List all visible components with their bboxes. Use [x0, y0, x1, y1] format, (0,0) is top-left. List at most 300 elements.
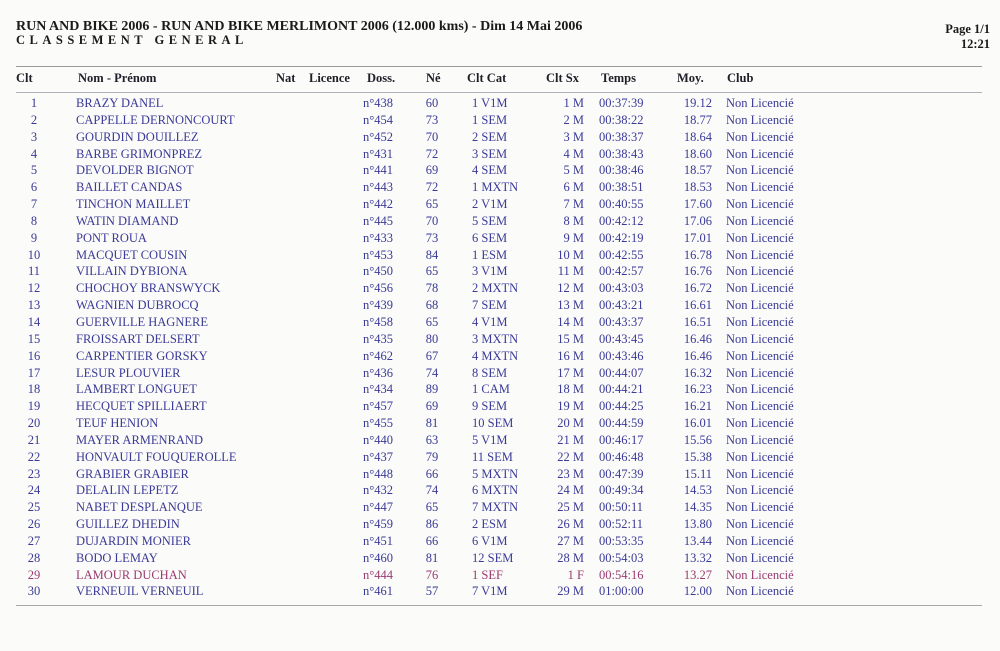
- cell-moy: 16.46: [683, 348, 712, 363]
- cell-nom: VERNEUIL VERNEUIL: [76, 584, 204, 599]
- cell-temps: 00:44:07: [599, 365, 644, 380]
- table-row: [0, 129, 1000, 146]
- cell-sx: 29 M: [557, 584, 584, 599]
- table-row: [0, 398, 1000, 415]
- cell-nom: GUERVILLE HAGNERE: [76, 314, 208, 329]
- cell-cat: 4 SEM: [472, 163, 508, 178]
- document-subtitle: CLASSEMENT GENERAL: [16, 33, 248, 47]
- cell-nom: BODO LEMAY: [76, 550, 158, 565]
- cell-club: Non Licencié: [726, 584, 794, 599]
- cell-moy: 15.11: [684, 466, 712, 481]
- cell-temps: 00:46:17: [599, 432, 644, 447]
- cell-clt: 10: [27, 247, 41, 262]
- cell-doss: n°435: [363, 331, 393, 346]
- table-row: [0, 162, 1000, 179]
- cell-moy: 14.35: [683, 500, 712, 515]
- cell-moy: 19.12: [683, 96, 712, 110]
- cell-club: Non Licencié: [726, 96, 794, 110]
- print-time: 12:21: [960, 37, 990, 51]
- cell-nom: MAYER ARMENRAND: [76, 432, 203, 447]
- cell-cat: 6 V1M: [472, 533, 508, 548]
- cell-moy: 18.77: [683, 112, 712, 127]
- cell-moy: 16.61: [683, 298, 712, 313]
- table-row: [0, 247, 1000, 264]
- cell-sx: 10 M: [557, 247, 584, 262]
- cell-temps: 00:42:55: [599, 247, 644, 262]
- cell-clt: 17: [27, 365, 41, 380]
- cell-temps: 01:00:00: [599, 584, 644, 599]
- column-header-nom: Nom - Prénom: [78, 71, 157, 85]
- cell-cat: 1 CAM: [472, 382, 510, 397]
- table-row: [0, 331, 1000, 348]
- header-divider: [16, 92, 982, 93]
- cell-nom: PONT ROUA: [76, 230, 147, 245]
- cell-sx: 1 F: [567, 567, 584, 582]
- cell-club: Non Licencié: [726, 331, 794, 346]
- cell-ne: 63: [425, 432, 439, 447]
- cell-cat: 9 SEM: [472, 399, 508, 414]
- cell-nom: HONVAULT FOUQUEROLLE: [76, 449, 237, 464]
- cell-clt: 27: [27, 533, 41, 548]
- cell-nom: WAGNIEN DUBROCQ: [76, 298, 199, 313]
- cell-sx: 21 M: [557, 432, 584, 447]
- cell-ne: 60: [425, 96, 439, 110]
- cell-temps: 00:46:48: [599, 449, 644, 464]
- cell-sx: 2 M: [563, 112, 584, 127]
- cell-clt: 6: [30, 180, 38, 195]
- cell-club: Non Licencié: [726, 146, 794, 161]
- cell-doss: n°456: [363, 281, 393, 296]
- cell-clt: 13: [27, 298, 41, 313]
- cell-doss: n°461: [363, 584, 393, 599]
- cell-moy: 18.53: [683, 180, 712, 195]
- cell-cat: 8 SEM: [472, 365, 508, 380]
- cell-sx: 4 M: [563, 146, 584, 161]
- cell-cat: 3 V1M: [472, 264, 508, 279]
- cell-sx: 23 M: [557, 466, 584, 481]
- table-row: [0, 415, 1000, 432]
- cell-clt: 22: [27, 449, 41, 464]
- cell-club: Non Licencié: [726, 348, 794, 363]
- column-header-doss: Doss.: [367, 71, 396, 85]
- column-header-temps: Temps: [601, 71, 636, 85]
- table-row: [0, 499, 1000, 516]
- cell-nom: TINCHON MAILLET: [76, 197, 191, 212]
- cell-clt: 2: [30, 112, 38, 127]
- cell-cat: 3 SEM: [472, 146, 508, 161]
- cell-sx: 5 M: [563, 163, 584, 178]
- cell-clt: 14: [27, 314, 41, 329]
- cell-moy: 13.32: [683, 550, 712, 565]
- cell-cat: 7 V1M: [472, 584, 508, 599]
- cell-ne: 80: [425, 331, 439, 346]
- cell-temps: 00:43:45: [599, 331, 644, 346]
- cell-cat: 7 SEM: [472, 298, 508, 313]
- bottom-divider: [16, 605, 982, 606]
- table-row: [0, 280, 1000, 297]
- cell-cat: 2 SEM: [472, 129, 508, 144]
- cell-moy: 18.60: [683, 146, 712, 161]
- cell-clt: 5: [30, 163, 38, 178]
- cell-ne: 76: [425, 567, 439, 582]
- table-row: [0, 533, 1000, 550]
- cell-sx: 20 M: [557, 416, 584, 431]
- cell-sx: 3 M: [563, 129, 584, 144]
- cell-ne: 79: [425, 449, 439, 464]
- cell-club: Non Licencié: [726, 567, 794, 582]
- table-row: [0, 263, 1000, 280]
- cell-ne: 84: [425, 247, 439, 262]
- cell-ne: 57: [425, 584, 439, 599]
- cell-temps: 00:47:39: [599, 466, 644, 481]
- cell-moy: 16.01: [683, 416, 712, 431]
- cell-ne: 66: [425, 466, 439, 481]
- cell-club: Non Licencié: [726, 281, 794, 296]
- cell-cat: 5 SEM: [472, 213, 508, 228]
- cell-ne: 65: [425, 314, 439, 329]
- cell-temps: 00:44:25: [599, 399, 644, 414]
- cell-ne: 81: [425, 416, 439, 431]
- cell-moy: 13.80: [683, 517, 712, 532]
- cell-cat: 4 MXTN: [472, 348, 519, 363]
- cell-sx: 28 M: [557, 550, 584, 565]
- cell-clt: 16: [27, 348, 41, 363]
- cell-clt: 15: [27, 331, 41, 346]
- cell-nom: GRABIER GRABIER: [76, 466, 189, 481]
- cell-cat: 1 ESM: [472, 247, 508, 262]
- column-header-sx: Clt Sx: [546, 71, 579, 85]
- cell-sx: 16 M: [557, 348, 584, 363]
- cell-moy: 18.64: [683, 129, 712, 144]
- cell-cat: 7 MXTN: [472, 500, 519, 515]
- cell-clt: 12: [27, 281, 41, 296]
- cell-club: Non Licencié: [726, 213, 794, 228]
- cell-nom: NABET DESPLANQUE: [76, 500, 203, 515]
- cell-ne: 70: [425, 129, 439, 144]
- cell-moy: 16.21: [683, 399, 712, 414]
- cell-doss: n°433: [363, 230, 393, 245]
- cell-ne: 65: [425, 197, 439, 212]
- cell-temps: 00:50:11: [599, 500, 643, 515]
- cell-doss: n°451: [363, 533, 393, 548]
- cell-club: Non Licencié: [726, 230, 794, 245]
- cell-club: Non Licencié: [726, 365, 794, 380]
- cell-nom: CHOCHOY BRANSWYCK: [76, 281, 221, 296]
- cell-nom: GUILLEZ DHEDIN: [76, 517, 180, 532]
- cell-nom: MACQUET COUSIN: [76, 247, 188, 262]
- cell-temps: 00:43:03: [599, 281, 644, 296]
- cell-temps: 00:54:03: [599, 550, 644, 565]
- cell-nom: WATIN DIAMAND: [76, 213, 179, 228]
- table-row: [0, 516, 1000, 533]
- table-row: [0, 112, 1000, 129]
- cell-club: Non Licencié: [726, 163, 794, 178]
- cell-cat: 2 V1M: [472, 197, 508, 212]
- cell-temps: 00:42:19: [599, 230, 644, 245]
- cell-ne: 81: [425, 550, 439, 565]
- column-header-licence: Licence: [309, 71, 350, 85]
- column-header-club: Club: [727, 71, 754, 85]
- cell-nom: TEUF HENION: [76, 416, 159, 431]
- cell-doss: n°443: [363, 180, 393, 195]
- cell-nom: LAMBERT LONGUET: [76, 382, 197, 397]
- page-number: Page 1/1: [945, 22, 990, 36]
- cell-sx: 9 M: [563, 230, 584, 245]
- cell-sx: 1 M: [563, 96, 584, 110]
- cell-nom: HECQUET SPILLIAERT: [76, 399, 207, 414]
- cell-doss: n°439: [363, 298, 393, 313]
- cell-moy: 16.72: [683, 281, 712, 296]
- cell-doss: n°450: [363, 264, 393, 279]
- cell-nom: GOURDIN DOUILLEZ: [76, 129, 199, 144]
- cell-temps: 00:40:55: [599, 197, 644, 212]
- cell-temps: 00:42:57: [599, 264, 644, 279]
- cell-temps: 00:38:46: [599, 163, 644, 178]
- cell-doss: n°437: [363, 449, 393, 464]
- cell-nom: LESUR PLOUVIER: [76, 365, 181, 380]
- cell-cat: 2 ESM: [472, 517, 508, 532]
- cell-doss: n°458: [363, 314, 393, 329]
- table-row: [0, 297, 1000, 314]
- cell-club: Non Licencié: [726, 180, 794, 195]
- cell-club: Non Licencié: [726, 399, 794, 414]
- cell-moy: 17.60: [683, 197, 712, 212]
- cell-ne: 89: [425, 382, 439, 397]
- cell-nom: FROISSART DELSERT: [76, 331, 200, 346]
- cell-cat: 11 SEM: [472, 449, 513, 464]
- cell-doss: n°447: [363, 500, 393, 515]
- cell-club: Non Licencié: [726, 112, 794, 127]
- cell-moy: 14.53: [683, 483, 712, 498]
- cell-ne: 74: [425, 483, 439, 498]
- cell-club: Non Licencié: [726, 483, 794, 498]
- cell-club: Non Licencié: [726, 533, 794, 548]
- cell-nom: BAILLET CANDAS: [76, 180, 183, 195]
- cell-clt: 28: [27, 550, 41, 565]
- cell-ne: 65: [425, 264, 439, 279]
- cell-clt: 7: [30, 197, 38, 212]
- cell-nom: CARPENTIER GORSKY: [76, 348, 208, 363]
- cell-ne: 67: [425, 348, 439, 363]
- cell-clt: 11: [27, 264, 41, 279]
- cell-moy: 12.00: [683, 584, 712, 599]
- cell-sx: 17 M: [557, 365, 584, 380]
- table-row: [0, 348, 1000, 365]
- cell-doss: n°452: [363, 129, 393, 144]
- results-table: [0, 95, 1000, 600]
- cell-moy: 15.56: [683, 432, 712, 447]
- cell-moy: 17.01: [683, 230, 712, 245]
- cell-moy: 16.32: [683, 365, 712, 380]
- cell-temps: 00:53:35: [599, 533, 644, 548]
- cell-club: Non Licencié: [726, 449, 794, 464]
- cell-sx: 13 M: [557, 298, 584, 313]
- cell-doss: n°455: [363, 416, 393, 431]
- cell-doss: n°462: [363, 348, 393, 363]
- cell-moy: 16.76: [683, 264, 712, 279]
- cell-clt: 18: [27, 382, 41, 397]
- table-row: [0, 314, 1000, 331]
- cell-ne: 66: [425, 533, 439, 548]
- table-row: [0, 179, 1000, 196]
- cell-temps: 00:38:51: [599, 180, 644, 195]
- document-title: RUN AND BIKE 2006 - RUN AND BIKE MERLIMONT 2006 (12.000 kms) - Dim 14 Mai 2006: [16, 19, 583, 34]
- cell-sx: 19 M: [557, 399, 584, 414]
- cell-clt: 30: [27, 584, 41, 599]
- cell-doss: n°448: [363, 466, 393, 481]
- cell-moy: 16.78: [683, 247, 712, 262]
- cell-sx: 7 M: [563, 197, 584, 212]
- cell-temps: 00:44:21: [599, 382, 644, 397]
- cell-temps: 00:42:12: [599, 213, 644, 228]
- cell-sx: 6 M: [563, 180, 584, 195]
- cell-clt: 26: [27, 517, 41, 532]
- cell-doss: n°442: [363, 197, 393, 212]
- cell-clt: 4: [30, 146, 38, 161]
- column-header-ne: Né: [426, 71, 441, 85]
- cell-temps: 00:38:22: [599, 112, 644, 127]
- table-row: [0, 550, 1000, 567]
- cell-ne: 74: [425, 365, 439, 380]
- cell-moy: 13.44: [683, 533, 712, 548]
- cell-nom: DEVOLDER BIGNOT: [76, 163, 194, 178]
- cell-doss: n°457: [363, 399, 393, 414]
- cell-doss: n°454: [363, 112, 393, 127]
- cell-ne: 73: [425, 230, 439, 245]
- cell-temps: 00:44:59: [599, 416, 644, 431]
- cell-doss: n°438: [363, 96, 393, 110]
- cell-nom: CAPPELLE DERNONCOURT: [76, 112, 235, 127]
- cell-doss: n°436: [363, 365, 393, 380]
- cell-sx: 11 M: [557, 264, 584, 279]
- table-row: [0, 196, 1000, 213]
- cell-clt: 20: [27, 416, 41, 431]
- cell-cat: 6 MXTN: [472, 483, 519, 498]
- table-row: [0, 230, 1000, 247]
- cell-temps: 00:38:43: [599, 146, 644, 161]
- cell-moy: 16.46: [683, 331, 712, 346]
- table-row: [0, 213, 1000, 230]
- cell-cat: 3 MXTN: [472, 331, 519, 346]
- cell-ne: 69: [425, 399, 439, 414]
- cell-doss: n°460: [363, 550, 393, 565]
- cell-doss: n°445: [363, 213, 393, 228]
- cell-moy: 16.51: [683, 314, 712, 329]
- cell-temps: 00:54:16: [599, 567, 644, 582]
- cell-cat: 1 SEF: [472, 567, 503, 582]
- cell-cat: 6 SEM: [472, 230, 508, 245]
- cell-temps: 00:49:34: [599, 483, 644, 498]
- cell-temps: 00:43:46: [599, 348, 644, 363]
- cell-nom: DUJARDIN MONIER: [76, 533, 191, 548]
- cell-clt: 24: [27, 483, 41, 498]
- cell-club: Non Licencié: [726, 129, 794, 144]
- cell-ne: 68: [425, 298, 439, 313]
- cell-nom: LAMOUR DUCHAN: [76, 567, 187, 582]
- cell-temps: 00:52:11: [599, 517, 643, 532]
- cell-nom: VILLAIN DYBIONA: [76, 264, 188, 279]
- cell-sx: 15 M: [557, 331, 584, 346]
- table-row: [0, 466, 1000, 483]
- cell-clt: 21: [27, 432, 41, 447]
- column-header-nat: Nat: [276, 71, 296, 85]
- cell-club: Non Licencié: [726, 314, 794, 329]
- cell-clt: 25: [27, 500, 41, 515]
- cell-cat: 1 V1M: [472, 96, 508, 110]
- cell-nom: BARBE GRIMONPREZ: [76, 146, 203, 161]
- cell-sx: 12 M: [557, 281, 584, 296]
- cell-doss: n°432: [363, 483, 393, 498]
- cell-club: Non Licencié: [726, 517, 794, 532]
- cell-nom: BRAZY DANEL: [76, 96, 164, 110]
- cell-cat: 5 V1M: [472, 432, 508, 447]
- cell-doss: n°431: [363, 146, 393, 161]
- table-row: [0, 432, 1000, 449]
- cell-club: Non Licencié: [726, 247, 794, 262]
- cell-ne: 70: [425, 213, 439, 228]
- cell-club: Non Licencié: [726, 382, 794, 397]
- cell-temps: 00:43:21: [599, 298, 644, 313]
- cell-moy: 16.23: [683, 382, 712, 397]
- cell-sx: 24 M: [557, 483, 584, 498]
- cell-club: Non Licencié: [726, 264, 794, 279]
- cell-ne: 65: [425, 500, 439, 515]
- cell-ne: 72: [425, 180, 439, 195]
- table-row: [0, 381, 1000, 398]
- cell-sx: 8 M: [563, 213, 584, 228]
- cell-cat: 10 SEM: [472, 416, 514, 431]
- cell-cat: 1 MXTN: [472, 180, 519, 195]
- cell-club: Non Licencié: [726, 298, 794, 313]
- column-header-clt: Clt: [16, 71, 33, 85]
- cell-ne: 73: [425, 112, 439, 127]
- cell-club: Non Licencié: [726, 500, 794, 515]
- cell-temps: 00:43:37: [599, 314, 644, 329]
- cell-clt: 8: [30, 213, 38, 228]
- table-row: [0, 365, 1000, 382]
- table-row: [0, 449, 1000, 466]
- table-row: [0, 482, 1000, 499]
- cell-cat: 1 SEM: [472, 112, 508, 127]
- column-header-cat: Clt Cat: [467, 71, 507, 85]
- cell-club: Non Licencié: [726, 197, 794, 212]
- cell-sx: 27 M: [557, 533, 584, 548]
- cell-nom: DELALIN LEPETZ: [76, 483, 179, 498]
- cell-clt: 9: [30, 230, 38, 245]
- cell-club: Non Licencié: [726, 432, 794, 447]
- cell-ne: 69: [425, 163, 439, 178]
- cell-clt: 1: [30, 96, 38, 110]
- cell-cat: 4 V1M: [472, 314, 508, 329]
- cell-temps: 00:38:37: [599, 129, 644, 144]
- table-row: [0, 146, 1000, 163]
- column-header-moy: Moy.: [677, 71, 704, 85]
- cell-clt: 23: [27, 466, 41, 481]
- cell-doss: n°459: [363, 517, 393, 532]
- cell-moy: 18.57: [683, 163, 712, 178]
- page-info: [945, 22, 990, 52]
- table-row: [0, 95, 1000, 112]
- cell-cat: 12 SEM: [472, 550, 514, 565]
- cell-sx: 14 M: [557, 314, 584, 329]
- cell-cat: 5 MXTN: [472, 466, 519, 481]
- cell-doss: n°441: [363, 163, 393, 178]
- cell-club: Non Licencié: [726, 466, 794, 481]
- top-divider: [16, 66, 982, 67]
- cell-doss: n°444: [363, 567, 393, 582]
- cell-club: Non Licencié: [726, 416, 794, 431]
- cell-sx: 25 M: [557, 500, 584, 515]
